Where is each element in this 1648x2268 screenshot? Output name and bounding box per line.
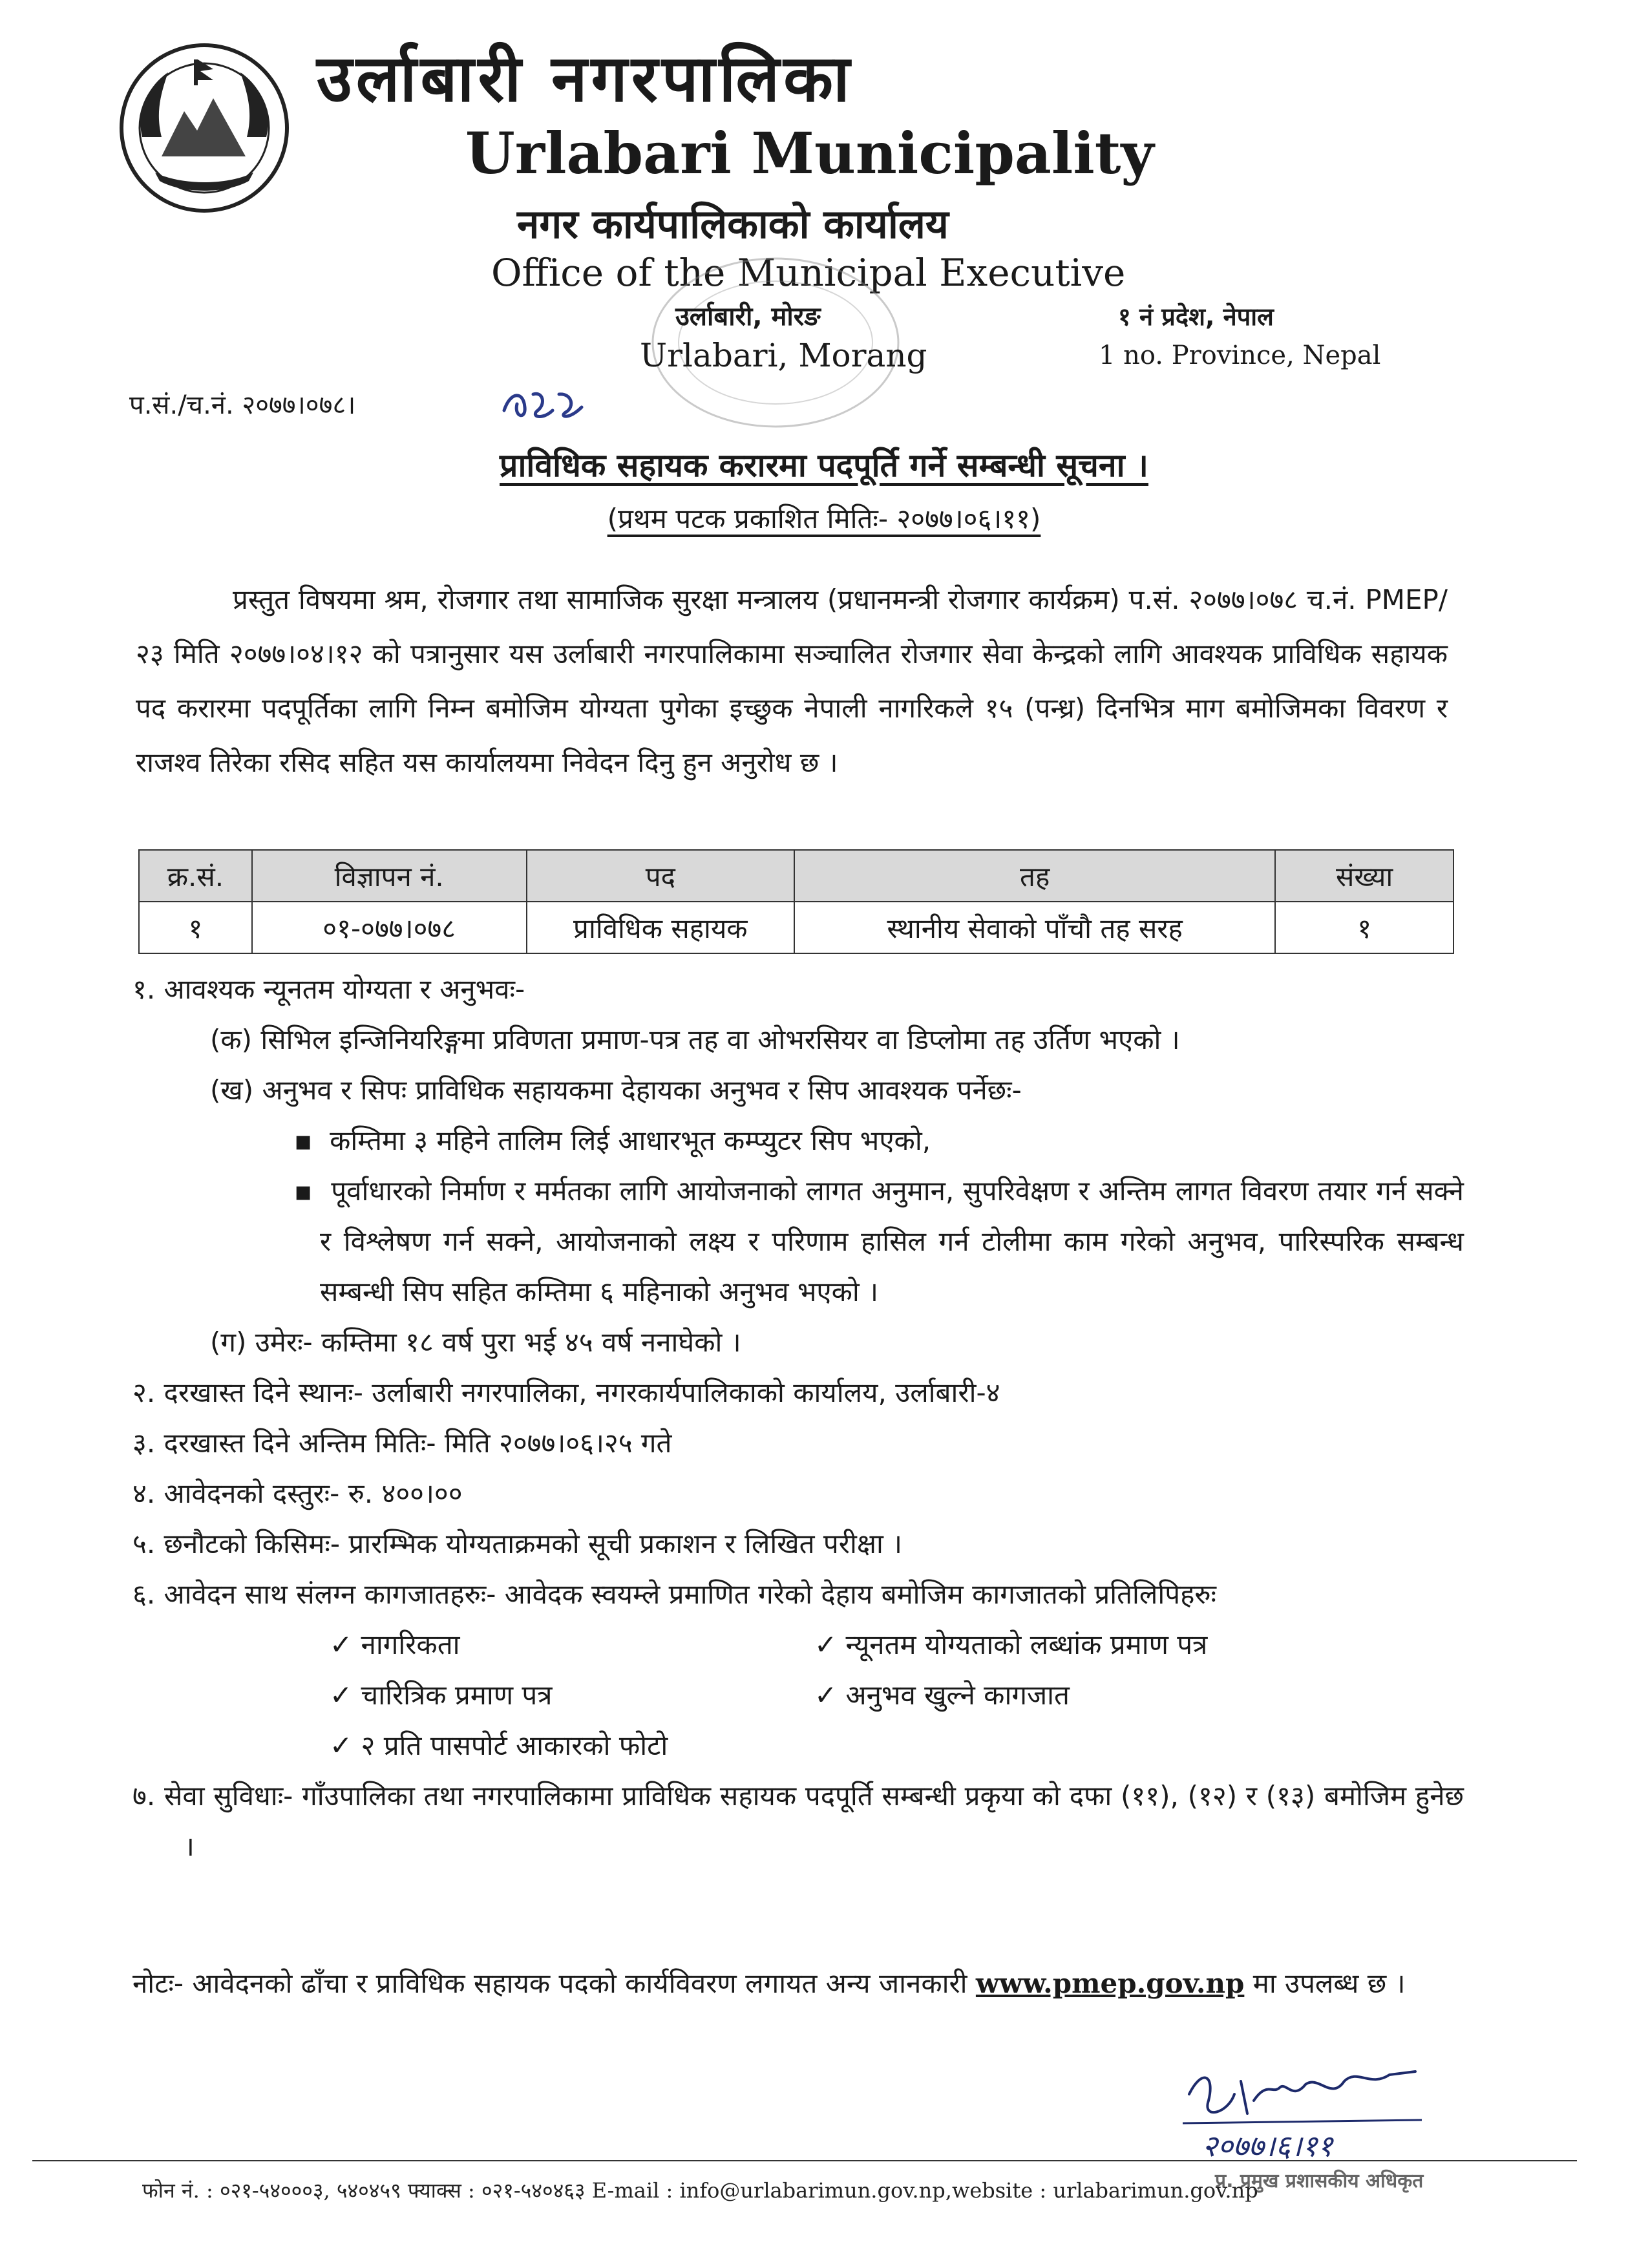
address-en: Urlabari, Morang bbox=[640, 337, 927, 374]
application-fee: ४. आवेदनको दस्तुरः- रु. ४००।०० bbox=[132, 1478, 463, 1509]
handwritten-reference-number bbox=[498, 381, 601, 427]
table-cell: ०१-०७७।०७८ bbox=[252, 902, 527, 953]
reference-number bbox=[129, 383, 355, 428]
notice-title: प्राविधिक सहायक करारमा पदपूर्ति गर्ने सम्बन्धी सूचना । bbox=[500, 447, 1148, 484]
document-item: ✓ न्यूनतम योग्यताको लब्धांक प्रमाण पत्र bbox=[814, 1629, 1208, 1660]
application-deadline: ३. दरखास्त दिने अन्तिम मितिः- मिति २०७७।०६।२५ गते bbox=[132, 1427, 672, 1459]
experience-heading: (ख) अनुभव र सिपः प्राविधिक सहायकमा देहायका अनुभव र सिप आवश्यक पर्नेछः- bbox=[210, 1074, 1022, 1106]
pmep-link[interactable]: www.pmep.gov.np bbox=[975, 1967, 1245, 1999]
table-header: क्र.सं. bbox=[139, 850, 252, 902]
table-row bbox=[139, 902, 1453, 953]
documents-row bbox=[132, 1721, 1464, 1771]
vacancy-table bbox=[138, 849, 1454, 954]
experience-item: ▪ कम्तिमा ३ महिने तालिम लिई आधारभूत कम्प्युटर सिप भएको, bbox=[294, 1125, 931, 1156]
table-header: विज्ञापन नं. bbox=[252, 850, 527, 902]
address-np: उर्लाबारी, मोरङ bbox=[675, 302, 821, 332]
notice-subtitle: (प्रथम पटक प्रकाशित मितिः- २०७७।०६।११) bbox=[607, 503, 1041, 535]
note-prefix: नोटः- आवेदनको ढाँचा र प्राविधिक सहायक पदको कार्यविवरण लगायत अन्य जानकारी bbox=[132, 1967, 967, 1999]
document-item: ✓ २ प्रति पासपोर्ट आकारको फोटो bbox=[330, 1730, 668, 1761]
documents-row bbox=[132, 1670, 1464, 1721]
province-np: १ नं प्रदेश, नेपाल bbox=[1118, 302, 1274, 331]
footer-contact: फोन नं. : ०२१-५४०००३, ५४०४५९ फ्याक्स : ०२१-५४०४६३ E-mail : info@urlabarimun.gov.np,website : urlabarimun.gov.np bbox=[142, 2178, 1258, 2203]
document-item: ✓ अनुभव खुल्ने कागजात bbox=[814, 1679, 1070, 1711]
office-name-en: Office of the Municipal Executive bbox=[491, 251, 1126, 295]
note-suffix: मा उपलब्ध छ । bbox=[1252, 1967, 1406, 1999]
document-item: ✓ चारित्रिक प्रमाण पत्र bbox=[330, 1679, 553, 1711]
selection-method: ५. छनौटको किसिमः- प्रारम्भिक योग्यताक्रमको सूची प्रकाशन र लिखित परीक्षा । bbox=[132, 1528, 903, 1560]
note bbox=[132, 1958, 1451, 2009]
office-name-np: नगर कार्यपालिकाको कार्यालय bbox=[517, 200, 949, 248]
document-item: ✓ नागरिकता bbox=[330, 1629, 460, 1660]
requirements-heading: १. आवश्यक न्यूनतम योग्यता र अनुभवः- bbox=[132, 973, 525, 1005]
age-item: (ग) उमेरः- कम्तिमा १८ वर्ष पुरा भई ४५ वर्ष ननाघेको । bbox=[210, 1326, 741, 1358]
service-facility: ७. सेवा सुविधाः- गाँउपालिका तथा नगरपालिकामा प्राविधिक सहायक पदपूर्ति सम्बन्धी प्रकृया को दफा (११), (१२) र (१३) बमोजिम हुनेछ । bbox=[132, 1780, 1464, 1862]
qualification-item: (क) सिभिल इन्जिनियरिङ्गमा प्रविणता प्रमाण-पत्र तह वा ओभरसियर वा डिप्लोमा तह उर्तिण भएको । bbox=[210, 1024, 1180, 1055]
footer-divider bbox=[32, 2160, 1577, 2161]
table-cell: १ bbox=[139, 902, 252, 953]
municipality-name-np: उर्लाबारी नगरपालिका bbox=[317, 41, 854, 116]
documents-row bbox=[132, 1620, 1464, 1670]
table-header: तह bbox=[794, 850, 1275, 902]
table-cell: स्थानीय सेवाको पाँचौ तह सरह bbox=[794, 902, 1275, 953]
table-header-row bbox=[139, 850, 1453, 902]
requirements-list bbox=[132, 964, 1464, 1872]
province-en: 1 no. Province, Nepal bbox=[1099, 341, 1381, 370]
reference-label: प.सं./च.नं. २०७७।०७८। bbox=[129, 390, 356, 420]
experience-item: ▪ पूर्वाधारको निर्माण र मर्मतका लागि आयोजनाको लागत अनुमान, सुपरिवेक्षण र अन्तिम लागत विवरण तयार गर्न सक्ने र विश्लेषण गर्न सक्ने, आयोजनाको लक्ष्य र परिणाम हासिल गर्न टोलीमा काम गरेको अनुभव, पारिस्परिक सम्बन्ध सम्बन्धी सिप सहित कम्तिमा ६ महिनाको अनुभव भएको । bbox=[294, 1175, 1464, 1308]
municipality-name-en: Urlabari Municipality bbox=[465, 120, 1154, 187]
signature-date: २०७७।६।११ bbox=[1202, 2128, 1333, 2163]
notice-body-text: प्रस्तुत विषयमा श्रम, रोजगार तथा सामाजिक सुरक्षा मन्त्रालय (प्रधानमन्त्री रोजगार कार्यक्रम) प.सं. २०७७।०७८ च.नं. PMEP/२३ मिति २०७७।०४।१२ को पत्रानुसार यस उर्लाबारी नगरपालिकामा सञ्चालित रोजगार सेवा केन्द्रको लागि आवश्यक प्राविधिक सहायक पद करारमा पदपूर्तिका लागि निम्न बमोजिम योग्यता पुगेका इच्छुक नेपाली नागरिकले १५ (पन्ध्र) दिनभित्र माग बमोजिमका विवरण र राजश्व तिरेका रसिद सहित यस कार्यालयमा निवेदन दिनु हुन अनुरोध छ । bbox=[136, 584, 1448, 778]
officer-stamp: प्र. प्रमुख प्रशासकीय अधिकृत bbox=[1215, 2170, 1424, 2192]
table-header: संख्या bbox=[1275, 850, 1453, 902]
table-cell: प्राविधिक सहायक bbox=[527, 902, 795, 953]
table-cell: १ bbox=[1275, 902, 1453, 953]
notice-body bbox=[136, 573, 1448, 790]
application-place: २. दरखास्त दिने स्थानः- उर्लाबारी नगरपालिका, नगरकार्यपालिकाको कार्यालय, उर्लाबारी-४ bbox=[132, 1377, 1000, 1408]
documents-heading: ६. आवेदन साथ संलग्न कागजातहरुः- आवेदक स्वयम्ले प्रमाणित गरेको देहाय बमोजिम कागजातको प्रतिलिपिहरुः bbox=[132, 1578, 1217, 1610]
table-header: पद bbox=[527, 850, 795, 902]
municipality-emblem bbox=[116, 40, 292, 216]
